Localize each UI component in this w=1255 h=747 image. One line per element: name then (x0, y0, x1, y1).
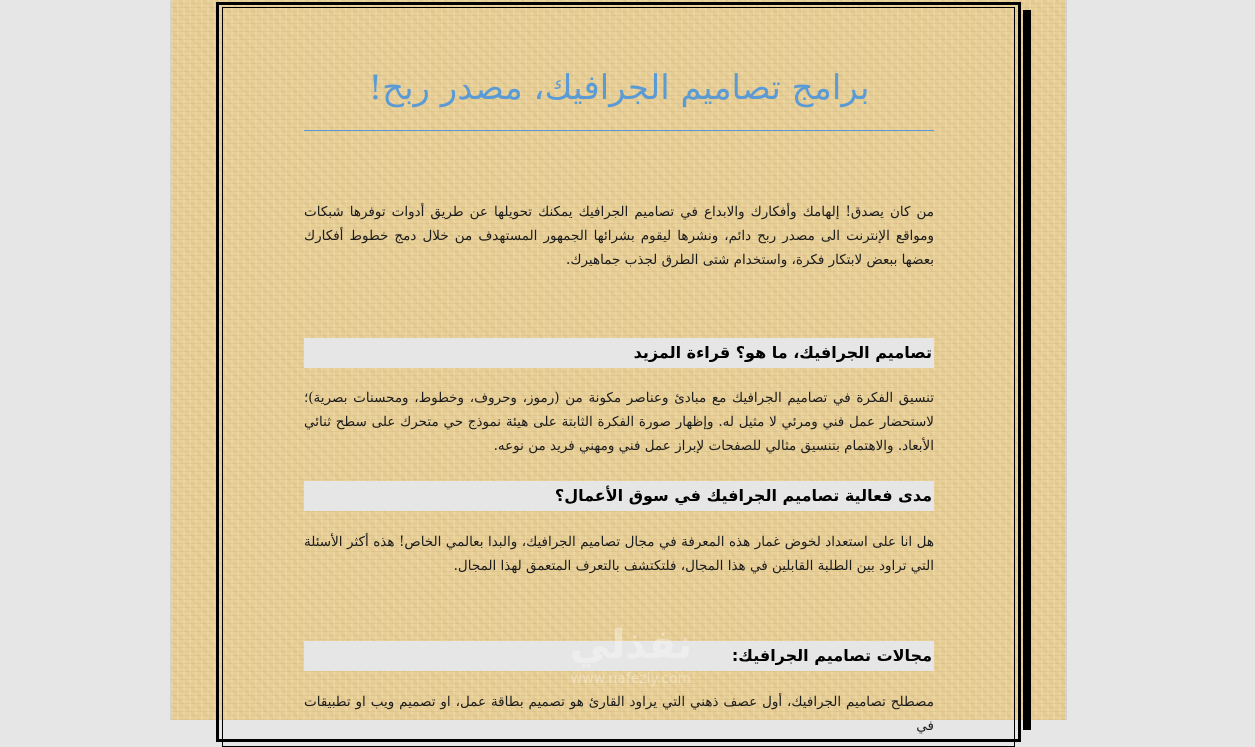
document-title: برامج تصاميم الجرافيك، مصدر ربح! (368, 68, 870, 108)
page-border-inner (222, 7, 1015, 747)
section-heading-fields: مجالات تصاميم الجرافيك: (304, 641, 934, 671)
section-heading-effectiveness: مدى فعالية تصاميم الجرافيك في سوق الأعمال؟ (304, 481, 934, 511)
document-page (170, 0, 1067, 734)
title-underline (304, 130, 934, 131)
watermark-main-text: نفذلي (569, 622, 693, 668)
section-heading-what-is: تصاميم الجرافيك، ما هو؟ قراءة المزيد (304, 338, 934, 368)
watermark-url-text: www.nafezly.com (570, 671, 692, 687)
section-body-effectiveness: هل انا على استعداد لخوض غمار هذه المعرفة في مجال تصاميم الجرافيك، والبدا بعالمي الخاص! هذه أكثر الأسئلة التي تراود بين الطلبة القابلين في هذا المجال، فلتكتشف بالتعرف المتعمق لهذا المجال. (304, 534, 934, 574)
intro-paragraph: من كان يصدق! إلهامك وأفكارك والابداع في تصاميم الجرافيك يمكنك تحويلها عن طريق أدوات توفرها شبكات ومواقع الإنترنت الى مصدر ربح دائم، ونشرها ليقوم بشرائها الجمهور المستهدف من خلال دمج خطوط أفكارك بعضها ببعض لابتكار فكرة، واستخدام شتى الطرق لجذب جماهيرك. (304, 204, 934, 268)
page-border-shadow (1023, 10, 1031, 730)
section-body-what-is: تنسيق الفكرة في تصاميم الجرافيك مع مبادئ وعناصر مكونة من (رموز، وحروف، وخطوط، ومحسنات بصرية)؛ لاستحضار عمل فني ومرئي لا مثيل له. وإظهار صورة الفكرة الثابتة على هيئة نموذج حي متحرك على سطح ثنائي الأبعاد. والاهتمام بتنسيق مثالي للصفحات لإبراز عمل فني ومهني فريد من نوعه. (304, 390, 934, 454)
section-body-fields: مصطلح تصاميم الجرافيك، أول عصف ذهني التي يراود القارئ هو تصميم بطاقة عمل، او تصميم ويب او تطبيقات في (304, 694, 934, 734)
